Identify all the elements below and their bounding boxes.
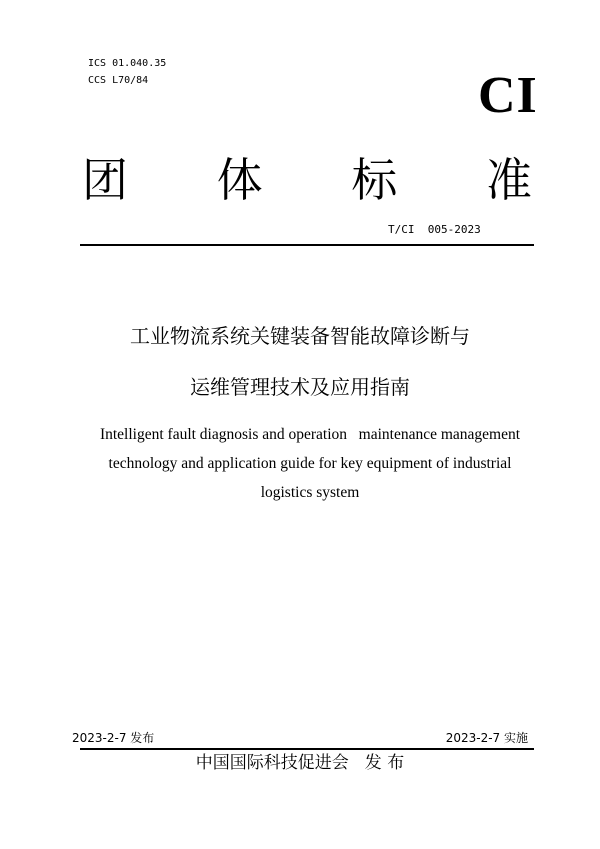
- ccs-code: CCS L70/84: [88, 75, 149, 86]
- classification-codes: [88, 55, 166, 89]
- standard-type-char: 体: [216, 153, 263, 207]
- publish-date: 2023-2-7 发布: [72, 731, 155, 745]
- publisher-name: 中国国际科技促进会: [195, 753, 349, 773]
- title-zh-line-1: 工业物流系统关键装备智能故障诊断与: [130, 324, 470, 348]
- publisher-line: [0, 750, 600, 776]
- ci-logo: CI: [478, 67, 538, 124]
- standard-type-char: 准: [485, 153, 532, 207]
- implement-date: 2023-2-7 实施: [445, 731, 528, 745]
- standard-type-title: [82, 150, 532, 210]
- header-divider: [80, 244, 534, 246]
- standard-type-char: 团: [82, 153, 128, 207]
- title-en-line-1: Intelligent fault diagnosis and operation maintenance management: [99, 426, 521, 443]
- publisher-suffix: 发 布: [364, 753, 405, 773]
- title-zh-line-2: 运维管理技术及应用指南: [190, 375, 410, 399]
- title-en-line-2: technology and application guide for key equipment of industrial: [108, 455, 512, 472]
- standard-number: T/CI 005-2023: [388, 223, 481, 236]
- title-en: [40, 420, 580, 507]
- title-en-line-3: logistics system: [260, 484, 360, 501]
- standard-type-char: 标: [351, 153, 398, 207]
- ics-code: ICS 01.040.35: [88, 58, 167, 69]
